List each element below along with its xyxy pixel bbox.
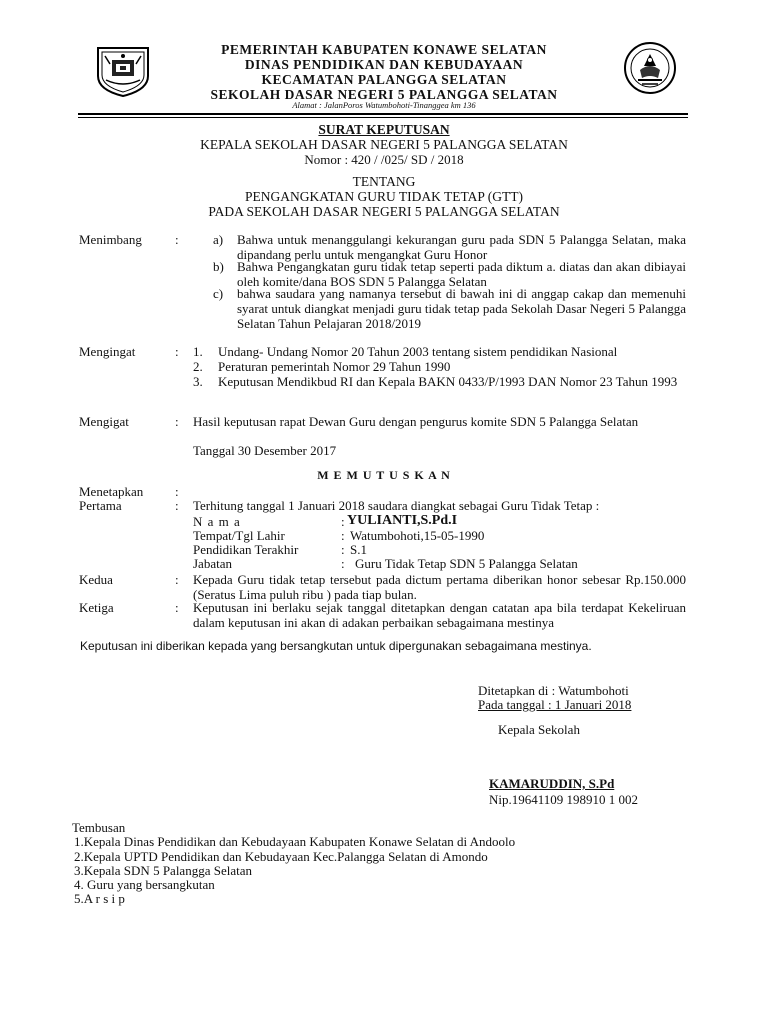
letterhead-line-3: KECAMATAN PALANGGA SELATAN bbox=[261, 72, 507, 87]
signatory-position: Kepala Sekolah bbox=[498, 722, 580, 737]
field-nama-sep: : bbox=[341, 514, 345, 529]
menimbang-c-letter: c) bbox=[213, 286, 224, 301]
field-birth-value: Watumbohoti,15-05-1990 bbox=[350, 528, 485, 543]
ketiga-text: Keputusan ini berlaku sejak tanggal ditetapkan dengan catatan apa bila terdapat Kekeliruan dalam keputusan ini akan di adakan perbaikan sebagaimana mestinya bbox=[193, 600, 686, 630]
mengigat-colon: : bbox=[175, 414, 179, 429]
letterhead-line-1: PEMERINTAH KABUPATEN KONAWE SELATAN bbox=[221, 42, 547, 57]
field-education-label: Pendidikan Terakhir bbox=[193, 542, 299, 557]
mengingat-label: Mengingat bbox=[79, 344, 136, 359]
menimbang-b-text: Bahwa Pengangkatan guru tidak tetap seperti pada diktum a. diatas dan akan dibiayai oleh komite/dana BOS SDN 5 Palangga Selatan bbox=[237, 259, 686, 289]
mengingat-1-text: Undang- Undang Nomor 20 Tahun 2003 tentang sistem pendidikan Nasional bbox=[218, 344, 618, 359]
mengingat-1-num: 1. bbox=[193, 344, 203, 359]
decree-number: Nomor : 420 / /025/ SD / 2018 bbox=[304, 152, 464, 167]
ketiga-colon: : bbox=[175, 600, 179, 615]
closing-statement: Keputusan ini diberikan kepada yang bersangkutan untuk dipergunakan sebagaimana mestinya. bbox=[80, 639, 592, 653]
field-position-value: Guru Tidak Tetap SDN 5 Palangga Selatan bbox=[355, 556, 578, 571]
about-label: TENTANG bbox=[352, 174, 416, 189]
cc-item-2: 2.Kepala UPTD Pendidikan dan Kebudayaan Kec.Palangga Selatan di Amondo bbox=[74, 849, 488, 864]
cc-item-3: 3.Kepala SDN 5 Palangga Selatan bbox=[74, 863, 252, 878]
mengingat-2-num: 2. bbox=[193, 359, 203, 374]
mengigat-label: Mengigat bbox=[79, 414, 129, 429]
field-position-sep: : bbox=[341, 556, 345, 571]
mengigat-date: Tanggal 30 Desember 2017 bbox=[193, 443, 337, 458]
set-at: Ditetapkan di : Watumbohoti bbox=[478, 683, 629, 698]
signatory-name: KAMARUDDIN, S.Pd bbox=[489, 776, 615, 791]
menimbang-a-text: Bahwa untuk menanggulangi kekurangan guru pada SDN 5 Palangga Selatan, maka dipandang perlu untuk mengangkat Guru Honor bbox=[237, 232, 686, 262]
field-birth-sep: : bbox=[341, 528, 345, 543]
menimbang-b-letter: b) bbox=[213, 259, 224, 274]
mengingat-colon: : bbox=[175, 344, 179, 359]
kedua-colon: : bbox=[175, 572, 179, 587]
decree-issuer: KEPALA SEKOLAH DASAR NEGERI 5 PALANGGA SELATAN bbox=[200, 137, 568, 152]
signatory-nip: Nip.19641109 198910 1 002 bbox=[489, 792, 639, 807]
decision-heading: M E M U T U S K A N bbox=[317, 468, 451, 482]
menimbang-colon: : bbox=[175, 232, 179, 247]
letterhead-line-2: DINAS PENDIDIKAN DAN KEBUDAYAAN bbox=[244, 57, 524, 72]
kedua-text: Kepada Guru tidak tetap tersebut pada dictum pertama diberikan honor sebesar Rp.150.000 (Seratus Lima puluh ribu ) pada tiap bulan. bbox=[193, 572, 686, 602]
set-date: Pada tanggal : 1 Januari 2018 bbox=[478, 697, 632, 712]
letterhead-line-4: SEKOLAH DASAR NEGERI 5 PALANGGA SELATAN bbox=[210, 87, 558, 102]
menetapkan-label: Menetapkan bbox=[79, 484, 144, 499]
pertama-label: Pertama bbox=[79, 498, 122, 513]
pertama-text: Terhitung tanggal 1 Januari 2018 saudara diangkat sebagai Guru Tidak Tetap : bbox=[193, 498, 600, 513]
cc-item-1: 1.Kepala Dinas Pendidikan dan Kebudayaan Kabupaten Konawe Selatan di Andoolo bbox=[74, 834, 516, 849]
pertama-colon: : bbox=[175, 498, 179, 513]
cc-item-5: 5.A r s i p bbox=[74, 891, 125, 906]
decree-heading: SURAT KEPUTUSAN bbox=[318, 122, 450, 137]
field-position-label: Jabatan bbox=[193, 556, 232, 571]
mengingat-3-num: 3. bbox=[193, 374, 203, 389]
about-line-1: PENGANGKATAN GURU TIDAK TETAP (GTT) bbox=[244, 189, 524, 204]
field-education-value: S.1 bbox=[350, 542, 367, 557]
mengigat-text: Hasil keputusan rapat Dewan Guru dengan pengurus komite SDN 5 Palangga Selatan bbox=[193, 414, 639, 429]
kedua-label: Kedua bbox=[79, 572, 113, 587]
cc-label: Tembusan bbox=[72, 820, 126, 835]
ketiga-label: Ketiga bbox=[79, 600, 114, 615]
menimbang-label: Menimbang bbox=[79, 232, 142, 247]
letterhead-address: Alamat : JalanPoros Watumbohoti-Tinanggea km 136 bbox=[292, 100, 476, 110]
menetapkan-colon: : bbox=[175, 484, 179, 499]
menimbang-c-text: bahwa saudara yang namanya tersebut di bawah ini di anggap cakap dan memenuhi syarat untuk diangkat menjadi guru tidak tetap pada Sekolah Dasar Negeri 5 Palangga Selatan Tahun Pelajaran 2018/2019 bbox=[237, 286, 686, 331]
field-education-sep: : bbox=[341, 542, 345, 557]
mengingat-3-text: Keputusan Mendikbud RI dan Kepala BAKN 0433/P/1993 DAN Nomor 23 Tahun 1993 bbox=[218, 374, 678, 389]
about-line-2: PADA SEKOLAH DASAR NEGERI 5 PALANGGA SELATAN bbox=[208, 204, 560, 219]
letterhead-rule-thin bbox=[78, 117, 688, 118]
cc-item-4: 4. Guru yang bersangkutan bbox=[74, 877, 215, 892]
field-nama-value: YULIANTI,S.Pd.I bbox=[347, 513, 458, 528]
letterhead-rule-thick bbox=[78, 113, 688, 115]
mengingat-2-text: Peraturan pemerintah Nomor 29 Tahun 1990 bbox=[218, 359, 451, 374]
menimbang-a-letter: a) bbox=[213, 232, 224, 247]
field-nama-label: N a m a bbox=[193, 514, 241, 529]
field-birth-label: Tempat/Tgl Lahir bbox=[193, 528, 285, 543]
